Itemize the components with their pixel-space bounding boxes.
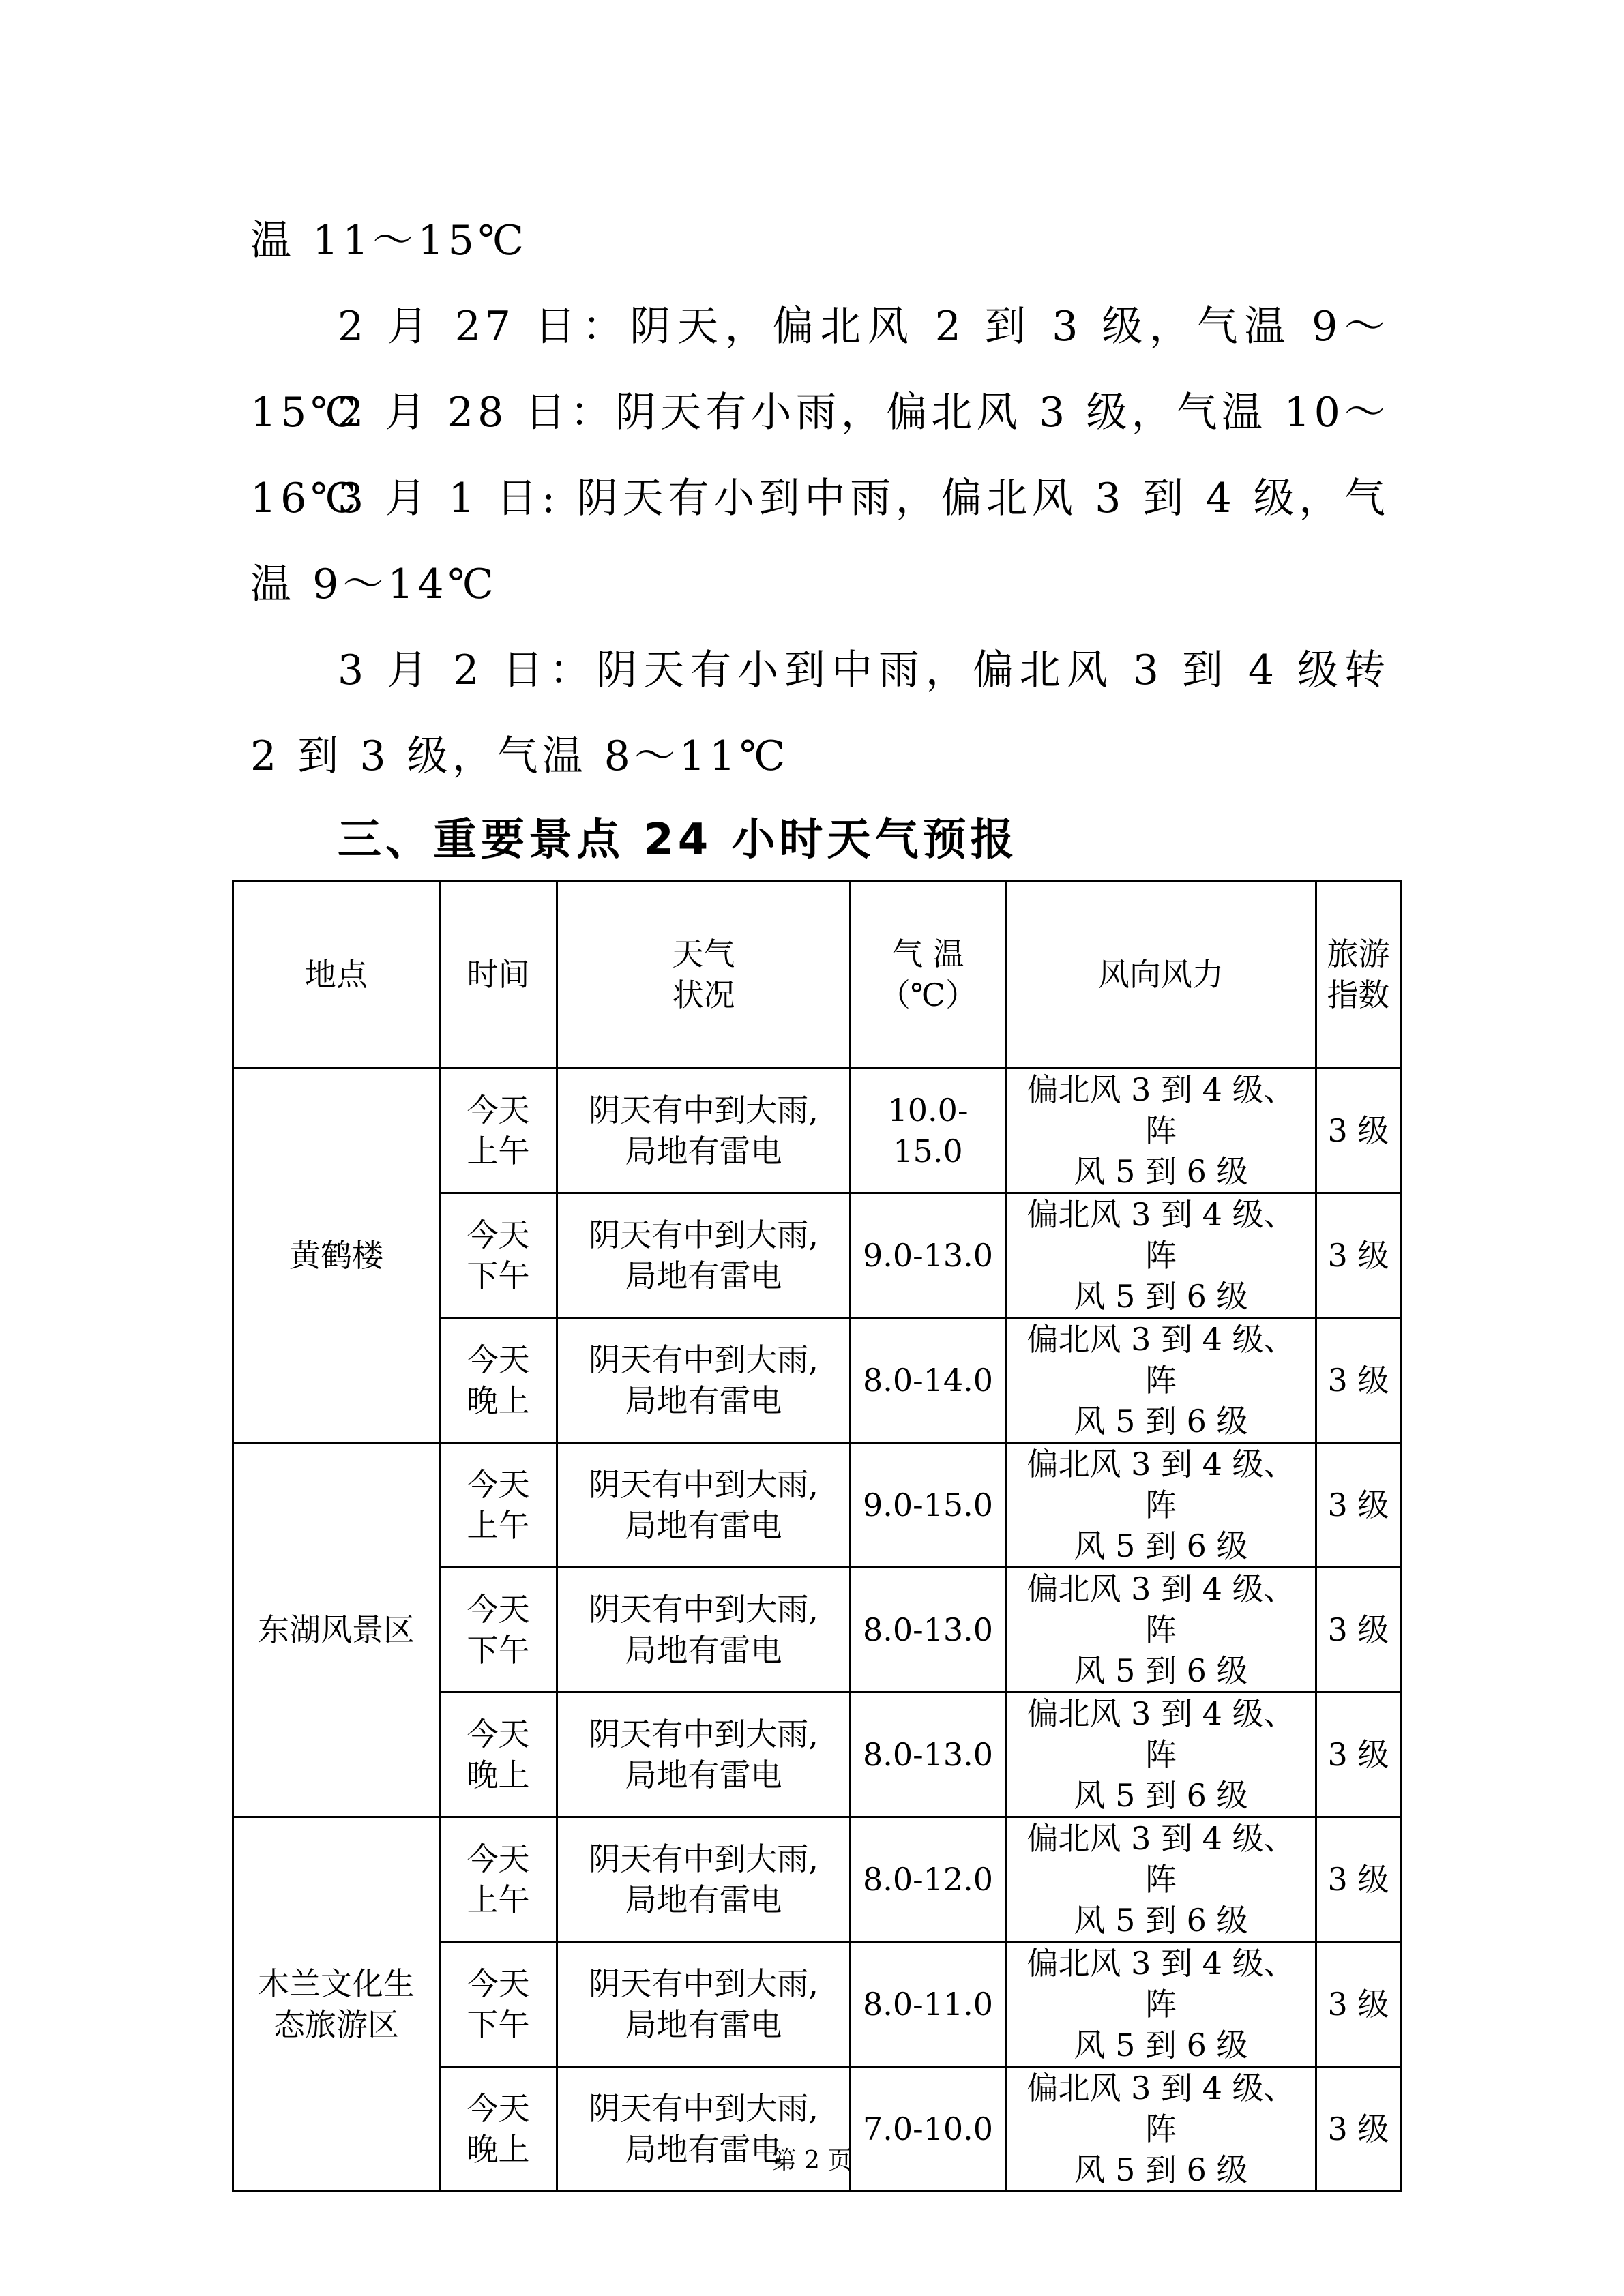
weather-cell-line: 局地有雷电: [625, 1382, 782, 1419]
forecast-mar-2: 3 月 2 日：阴天有小到中雨，偏北风 3 到 4 级转 2 到 3 级，气温 8～11℃: [250, 646, 1389, 780]
wind-cell: [1006, 1942, 1316, 2067]
header-temperature: [851, 881, 1006, 1069]
wind-cell-line: 风 5 到 6 级: [1074, 1902, 1248, 1939]
weather-cell: [557, 1568, 851, 1693]
wind-cell-line: 风 5 到 6 级: [1074, 1403, 1248, 1440]
wind-cell-line: 风 5 到 6 级: [1074, 1278, 1248, 1315]
page-number: 第 2 页: [771, 2147, 853, 2175]
header-travel-index: 旅游指数: [1316, 881, 1401, 1069]
wind-cell-line: 偏北风 3 到 4 级、阵: [1027, 1321, 1295, 1399]
travel-index-cell-line: 3 级: [1327, 1861, 1389, 1898]
weather-cell-line: 局地有雷电: [625, 2131, 782, 2168]
wind-cell-line: 偏北风 3 到 4 级、阵: [1027, 1071, 1295, 1149]
header-weather-line1: 天气: [672, 936, 735, 972]
time-cell: [440, 1069, 557, 1193]
weather-cell: [557, 1693, 851, 1817]
time-cell-line: 下午: [467, 1257, 530, 1294]
table-row: [233, 1817, 1401, 1942]
travel-index-cell-line: 3 级: [1327, 1487, 1389, 1523]
wind-cell-line: 偏北风 3 到 4 级、阵: [1027, 1945, 1295, 2023]
wind-cell-line: 偏北风 3 到 4 级、阵: [1027, 1695, 1295, 1773]
weather-cell: [557, 1443, 851, 1568]
header-weather-line2: 状况: [672, 976, 735, 1013]
header-time: 时间: [440, 881, 557, 1069]
weather-cell: [557, 1318, 851, 1443]
travel-index-cell-line: 3 级: [1327, 1736, 1389, 1773]
travel-index-cell: [1316, 1817, 1401, 1942]
weather-cell-line: 局地有雷电: [625, 1757, 782, 1793]
temperature-cell-line: 8.0-13.0: [862, 1736, 994, 1773]
weather-cell-line: 阴天有中到大雨,: [589, 1965, 818, 2002]
time-cell-line: 今天: [467, 1840, 530, 1877]
wind-cell-line: 风 5 到 6 级: [1074, 1777, 1248, 1814]
weather-cell-line: 阴天有中到大雨,: [589, 1591, 818, 1628]
time-cell-line: 今天: [467, 1466, 530, 1503]
weather-cell-line: 局地有雷电: [625, 1507, 782, 1544]
temperature-cell-line: 9.0-15.0: [862, 1487, 994, 1523]
forecast-feb-28: 2 月 28 日：阴天有小雨，偏北风 3 级，气温 10～16℃: [250, 389, 1389, 522]
travel-index-cell: [1316, 1069, 1401, 1193]
time-cell-line: 晚上: [467, 2131, 530, 2168]
travel-index-cell-line: 3 级: [1327, 2111, 1389, 2147]
weather-cell-line: 局地有雷电: [625, 1881, 782, 1918]
travel-index-cell: [1316, 1942, 1401, 2067]
travel-index-cell: [1316, 1693, 1401, 1817]
travel-index-cell-line: 3 级: [1327, 1237, 1389, 1274]
paragraph-continuation: 温 11～15℃: [250, 217, 528, 265]
table-row: [233, 1443, 1401, 1568]
wind-cell: [1006, 1318, 1316, 1443]
wind-cell: [1006, 1693, 1316, 1817]
wind-cell-line: 偏北风 3 到 4 级、阵: [1027, 1196, 1295, 1274]
weather-cell-line: 局地有雷电: [625, 1133, 782, 1169]
wind-cell-line: 风 5 到 6 级: [1074, 2027, 1248, 2063]
forecast-mar-1: 3 月 1 日: 阴天有小到中雨，偏北风 3 到 4 级，气温 9～14℃: [250, 475, 1389, 608]
time-cell: [440, 1942, 557, 2067]
temperature-cell-line: 10.0-15.0: [887, 1092, 969, 1169]
weather-cell: [557, 1069, 851, 1193]
time-cell-line: 晚上: [467, 1382, 530, 1419]
header-wind: 风向风力: [1006, 881, 1316, 1069]
time-cell-line: 今天: [467, 1965, 530, 2002]
header-temp-line2: （℃）: [879, 976, 977, 1013]
wind-cell-line: 风 5 到 6 级: [1074, 1652, 1248, 1689]
temperature-cell: [851, 1193, 1006, 1318]
temperature-cell-line: 8.0-14.0: [862, 1362, 994, 1399]
section-heading: 三、重要景点 24 小时天气预报: [338, 815, 1018, 865]
travel-index-cell: [1316, 1443, 1401, 1568]
temperature-cell-line: 8.0-13.0: [862, 1611, 994, 1648]
temperature-cell: [851, 1568, 1006, 1693]
wind-cell-line: 风 5 到 6 级: [1074, 1153, 1248, 1190]
weather-cell-line: 阴天有中到大雨,: [589, 1716, 818, 1753]
table-header-row: [233, 881, 1401, 1069]
temperature-cell: [851, 1318, 1006, 1443]
travel-index-cell-line: 3 级: [1327, 1112, 1389, 1149]
time-cell-line: 今天: [467, 1716, 530, 1753]
wind-cell: [1006, 1568, 1316, 1693]
weather-cell-line: 阴天有中到大雨,: [589, 2090, 818, 2127]
travel-index-cell-line: 3 级: [1327, 1362, 1389, 1399]
time-cell-line: 今天: [467, 1591, 530, 1628]
weather-cell-line: 阴天有中到大雨,: [589, 1466, 818, 1503]
weather-cell-line: 阴天有中到大雨,: [589, 1341, 818, 1378]
weather-cell-line: 阴天有中到大雨,: [589, 1840, 818, 1877]
temperature-cell: [851, 1443, 1006, 1568]
temperature-cell: [851, 1942, 1006, 2067]
table-body: [233, 1069, 1401, 2192]
time-cell-line: 下午: [467, 2006, 530, 2043]
wind-cell-line: 偏北风 3 到 4 级、阵: [1027, 1570, 1295, 1648]
time-cell-line: 上午: [467, 1133, 530, 1169]
wind-cell: [1006, 1069, 1316, 1193]
time-cell: [440, 1568, 557, 1693]
weather-cell: [557, 1817, 851, 1942]
time-cell-line: 上午: [467, 1881, 530, 1918]
forecast-feb-27: 2 月 27 日：阴天，偏北风 2 到 3 级，气温 9～15℃: [250, 303, 1389, 436]
weather-cell: [557, 1193, 851, 1318]
header-weather: [557, 881, 851, 1069]
wind-cell: [1006, 1193, 1316, 1318]
wind-cell-line: 偏北风 3 到 4 级、阵: [1027, 2070, 1295, 2147]
travel-index-cell: [1316, 1568, 1401, 1693]
temperature-cell: [851, 1693, 1006, 1817]
time-cell-line: 今天: [467, 1092, 530, 1129]
time-cell: [440, 1318, 557, 1443]
wind-cell-line: 偏北风 3 到 4 级、阵: [1027, 1820, 1295, 1898]
time-cell-line: 今天: [467, 1217, 530, 1253]
weather-cell: [557, 1942, 851, 2067]
temperature-cell-line: 8.0-12.0: [862, 1861, 994, 1898]
time-cell: [440, 1443, 557, 1568]
temperature-cell: [851, 1817, 1006, 1942]
temperature-cell-line: 8.0-11.0: [862, 1986, 994, 2023]
table-row: [233, 1069, 1401, 1193]
time-cell-line: 今天: [467, 1341, 530, 1378]
time-cell-line: 晚上: [467, 1757, 530, 1793]
time-cell-line: 上午: [467, 1507, 530, 1544]
weather-cell-line: 局地有雷电: [625, 1257, 782, 1294]
travel-index-cell-line: 3 级: [1327, 1611, 1389, 1648]
wind-cell-line: 风 5 到 6 级: [1074, 2151, 1248, 2188]
time-cell: [440, 1817, 557, 1942]
time-cell: [440, 1693, 557, 1817]
scenic-forecast-table: [232, 880, 1402, 2192]
wind-cell-line: 偏北风 3 到 4 级、阵: [1027, 1446, 1295, 1523]
weather-cell-line: 局地有雷电: [625, 1632, 782, 1669]
header-location: 地点: [233, 881, 440, 1069]
time-cell-line: 下午: [467, 1632, 530, 1669]
weather-cell-line: 阴天有中到大雨,: [589, 1092, 818, 1129]
location-cell: 黄鹤楼: [233, 1069, 440, 1443]
weather-cell-line: 局地有雷电: [625, 2006, 782, 2043]
time-cell: [440, 1193, 557, 1318]
wind-cell-line: 风 5 到 6 级: [1074, 1527, 1248, 1564]
temperature-cell: [851, 1069, 1006, 1193]
location-cell: 东湖风景区: [233, 1443, 440, 1817]
temperature-cell-line: 9.0-13.0: [862, 1237, 994, 1274]
location-cell: 木兰文化生态旅游区: [233, 1817, 440, 2192]
weather-cell-line: 阴天有中到大雨,: [589, 1217, 818, 1253]
travel-index-cell: [1316, 1318, 1401, 1443]
travel-index-cell: [1316, 1193, 1401, 1318]
wind-cell: [1006, 1443, 1316, 1568]
travel-index-cell-line: 3 级: [1327, 1986, 1389, 2023]
wind-cell: [1006, 1817, 1316, 1942]
temperature-cell-line: 7.0-10.0: [862, 2111, 994, 2147]
time-cell-line: 今天: [467, 2090, 530, 2127]
header-temp-line1: 气 温: [891, 936, 964, 972]
